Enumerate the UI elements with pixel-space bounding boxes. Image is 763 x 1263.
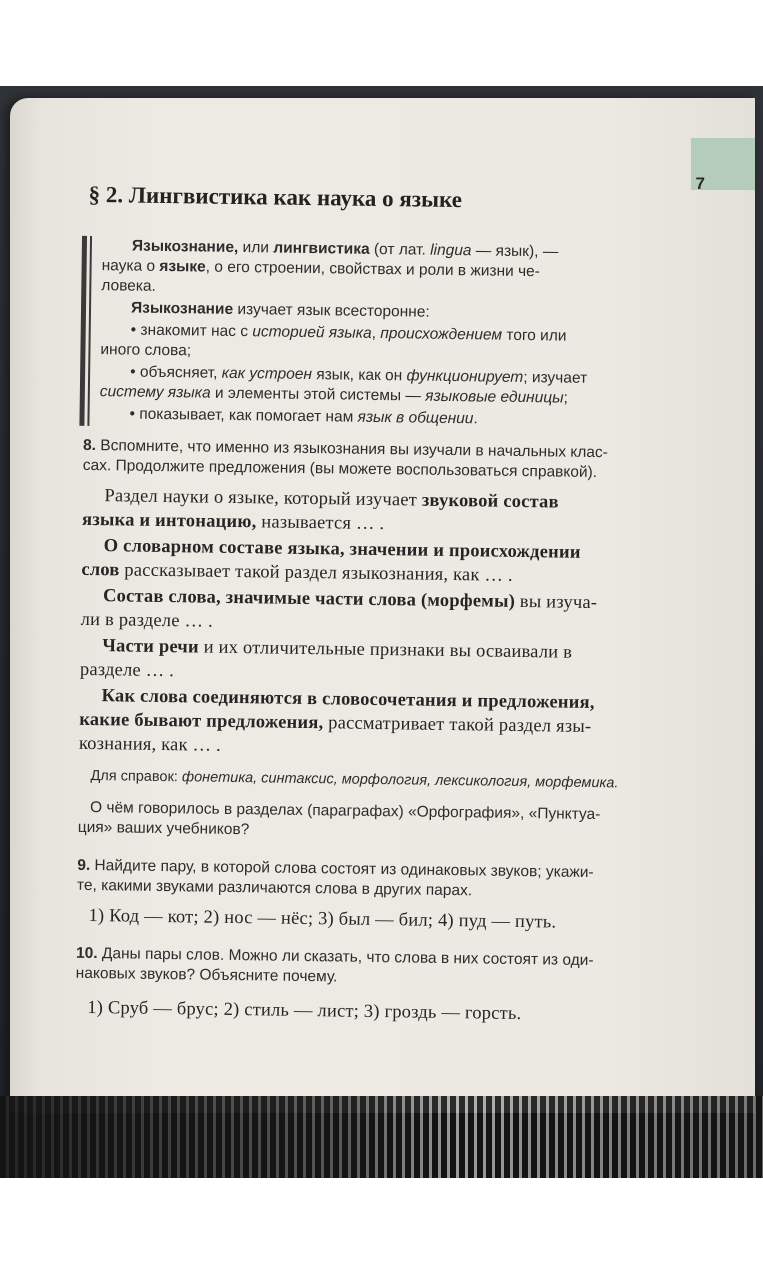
- page-number: 7: [695, 174, 705, 193]
- task-8-line: 8. Вспомните, что именно из языкознания вы изучали в начальных клас-: [83, 436, 609, 462]
- definition-line: • знакомит нас с историей языка, происхождением того или: [130, 321, 567, 345]
- sentence-line: Части речи и их отличительные признаки вы осваивали в: [102, 636, 573, 663]
- textbook-page: [10, 98, 755, 1113]
- definition-line: Языкознание, или лингвистика (от лат. lingua — язык), —: [131, 237, 559, 261]
- task-10-line: наковых звуков? Объясните почему.: [75, 964, 338, 986]
- question-line: О чём говорилось в разделах (параграфах) «Орфография», «Пунктуа-: [89, 798, 601, 824]
- definition-line: систему языка и элементы этой системы — языковые единицы;: [99, 383, 568, 407]
- desk-shadow: [0, 1096, 763, 1178]
- sentence-line: О словарном составе языка, значении и происхождении: [103, 536, 581, 563]
- task-9-line: те, какими звуками различаются слова в других парах.: [76, 876, 473, 900]
- definition-line: иного слова;: [100, 341, 192, 360]
- definition-bar-thin: [87, 236, 92, 426]
- sentence-line: слов рассказывает такой раздел языкознания, как … .: [81, 559, 513, 586]
- task-9-line: 9. Найдите пару, в которой слова состоят из одинаковых звуков; укажи-: [77, 856, 594, 882]
- sentence-line: кознания, как … .: [78, 733, 222, 756]
- word-pairs: 1) Код — кот; 2) нос — нёс; 3) был — бил; 4) пуд — путь.: [88, 905, 557, 933]
- sentence-line: Раздел науки о языке, который изучает звуковой состав: [104, 486, 559, 513]
- page-content: [10, 98, 755, 1113]
- sentence-line: какие бывают предложения, рассматривает такой раздел язы-: [79, 709, 592, 737]
- definition-line: • показывает, как помогает нам язык в общении.: [129, 405, 478, 428]
- sentence-line: ли в разделе … .: [80, 609, 214, 632]
- reference-note: Для справок: фонетика, синтаксис, морфология, лексикология, морфемика.: [90, 767, 619, 792]
- definition-box: [79, 232, 717, 435]
- definition-line: • объясняет, как устроен язык, как он функционирует; изучает: [130, 363, 588, 387]
- photo-frame: [0, 86, 763, 1178]
- definition-line: наука о языке, о его строении, свойствах и роли в жизни че-: [101, 257, 541, 281]
- task-10-line: 10. Даны пары слов. Можно ли сказать, что слова в них состоят из оди-: [75, 944, 594, 970]
- definition-line: Языкознание изучает язык всесторонне:: [130, 299, 430, 321]
- definition-line: ловека.: [101, 277, 157, 295]
- question-line: ция» ваших учебников?: [77, 818, 250, 839]
- section-title: § 2. Лингвистика как наука о языке: [88, 181, 463, 213]
- sentence-line: разделе … .: [79, 659, 175, 682]
- sentence-line: языка и интонацию, называется … .: [81, 509, 385, 535]
- word-pairs: 1) Сруб — брус; 2) стиль — лист; 3) гроздь — горсть.: [87, 997, 522, 1025]
- task-8-line: сах. Продолжите предложения (вы можете воспользоваться справкой).: [82, 456, 598, 482]
- definition-bar: [79, 236, 87, 426]
- sentence-line: Состав слова, значимые части слова (морфемы) вы изуча-: [102, 586, 598, 614]
- sentence-line: Как слова соединяются в словосочетания и предложения,: [101, 686, 595, 714]
